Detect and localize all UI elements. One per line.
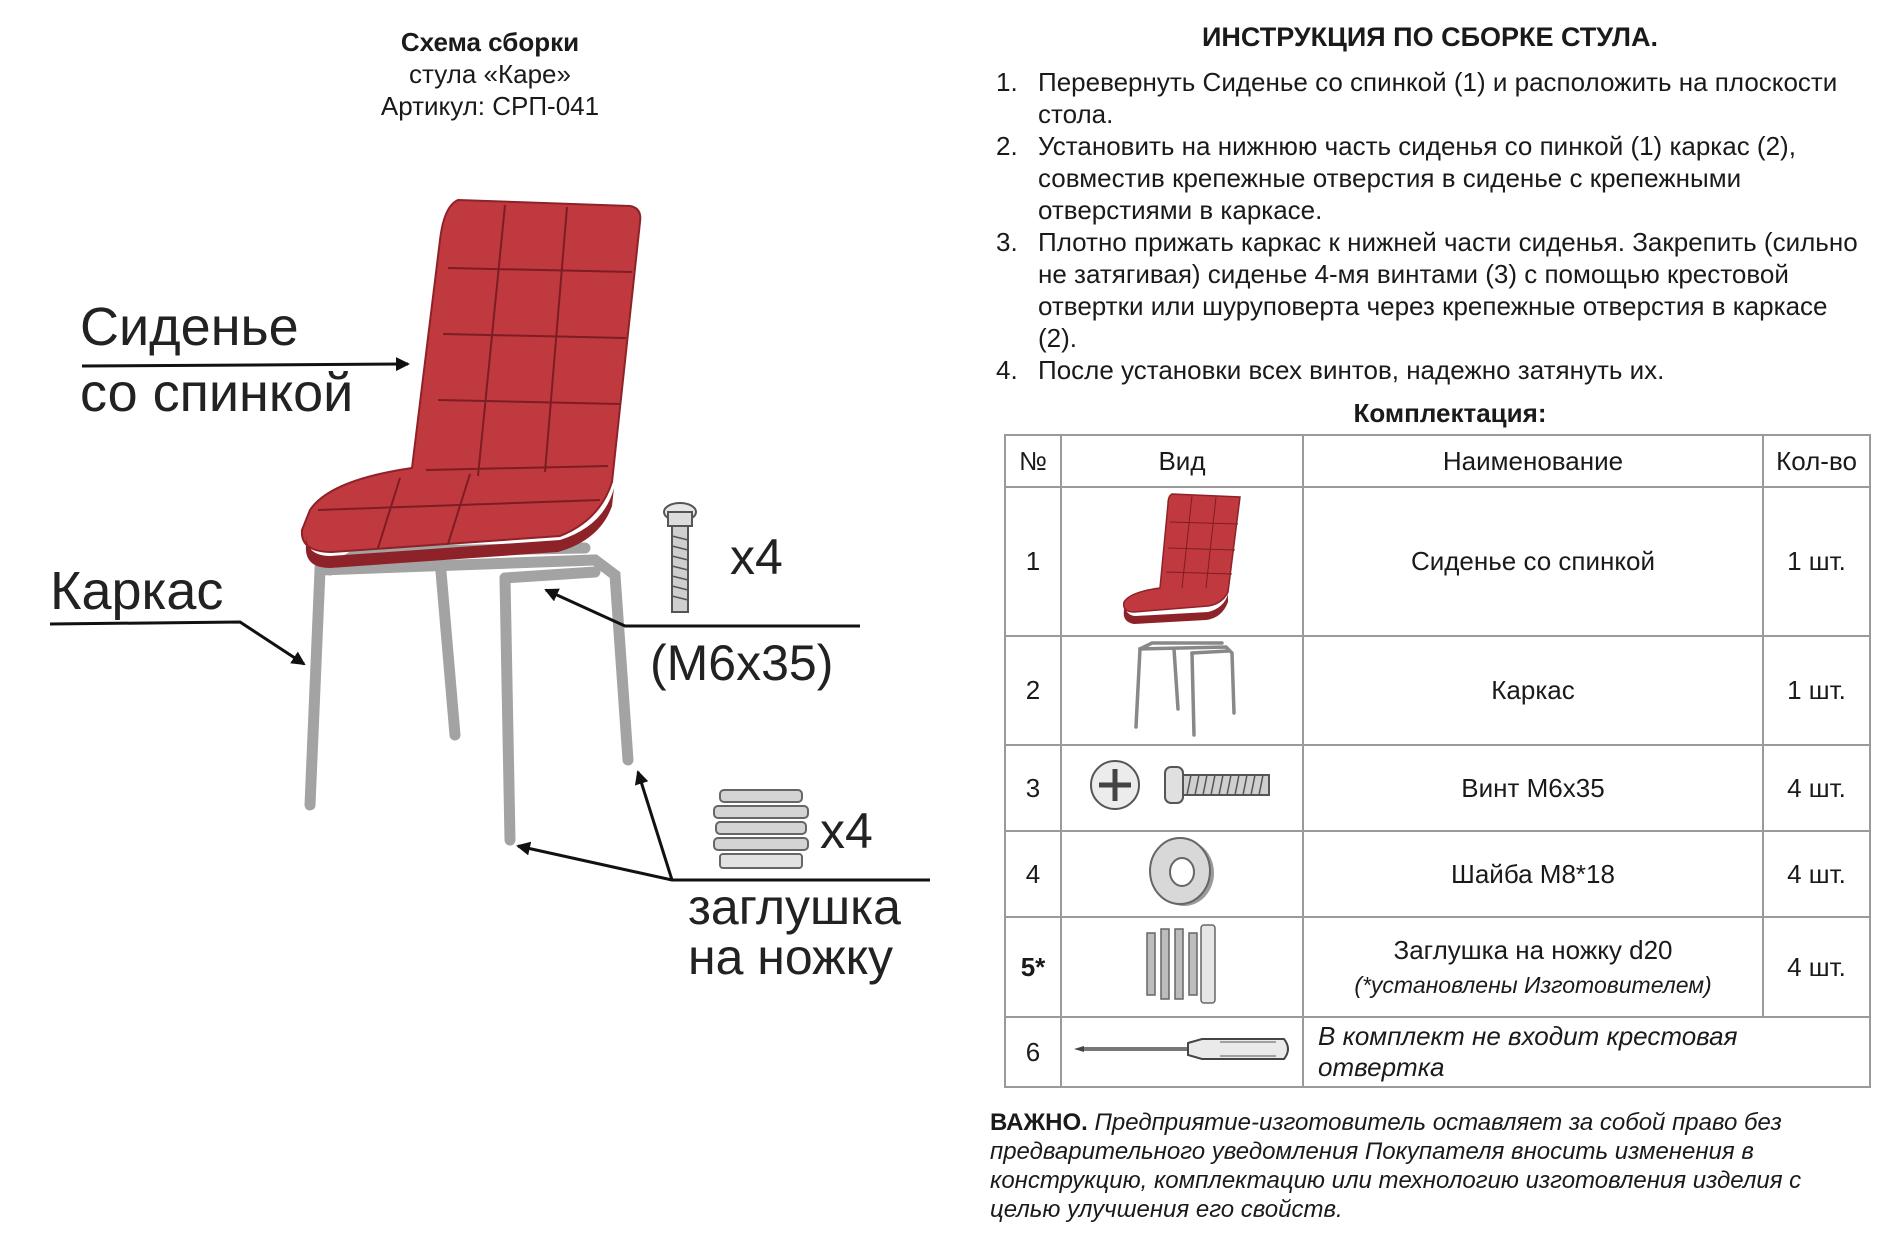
- seat-label-line1: Сиденье: [80, 297, 299, 357]
- instructions-title: ИНСТРУКЦИЯ ПО СБОРКЕ СТУЛА.: [1201, 22, 1659, 52]
- screwdriver-icon: [1070, 1029, 1294, 1069]
- row-name: Винт М6х35: [1303, 745, 1763, 831]
- kit-title: Комплектация:: [1353, 398, 1547, 428]
- row-name-text: Заглушка на ножку d20: [1393, 935, 1673, 965]
- scheme-subtitle: стула «Каре»: [409, 59, 571, 89]
- row-view: [1061, 636, 1303, 745]
- col-view-header: Вид: [1061, 435, 1303, 487]
- chair-seat-icon: [1112, 488, 1252, 628]
- kit-table: [1004, 434, 1871, 1088]
- row-qty: 4 шт.: [1763, 831, 1870, 917]
- row-num: 1: [1005, 487, 1061, 636]
- table-row: [1005, 1017, 1870, 1087]
- row-view: [1061, 487, 1303, 636]
- table-row: [1005, 636, 1870, 745]
- row-view: [1061, 1017, 1303, 1087]
- row-num: 5*: [1005, 917, 1061, 1017]
- plug-qty-label: x4: [820, 803, 873, 859]
- row-qty: 4 шт.: [1763, 745, 1870, 831]
- seat-label-line2: со спинкой: [80, 363, 354, 423]
- row-num: 4: [1005, 831, 1061, 917]
- row-view: [1061, 917, 1303, 1017]
- plug-label-line1: заглушка: [688, 879, 901, 935]
- table-row: [1005, 487, 1870, 636]
- row-name: В комплект не входит крестовая отвертка: [1303, 1017, 1870, 1087]
- leg-plug-icon: [1137, 921, 1227, 1007]
- chair-frame-drawing: [310, 548, 628, 840]
- screw-qty-label: x4: [730, 529, 783, 585]
- notice-label: ВАЖНО.: [990, 1109, 1088, 1136]
- frame-icon: [1122, 637, 1242, 737]
- table-row: [1005, 831, 1870, 917]
- col-qty-header: Кол-во: [1763, 435, 1870, 487]
- row-num: 6: [1005, 1017, 1061, 1087]
- col-name-header: Наименование: [1303, 435, 1763, 487]
- table-row: [1005, 917, 1870, 1017]
- frame-label: Каркас: [50, 561, 224, 621]
- row-name: Каркас: [1303, 636, 1763, 745]
- row-qty: 4 шт.: [1763, 917, 1870, 1017]
- chair-seat-drawing: [302, 200, 640, 568]
- row-note: (*установлены Изготовителем): [1354, 972, 1712, 998]
- row-qty: 1 шт.: [1763, 636, 1870, 745]
- row-name: Шайба М8*18: [1303, 831, 1763, 917]
- instruction-step: 2. Установить на нижнюю часть сиденья со пинкой (1) каркас (2), совместив крепежные отверстия в сиденье с крепежными отверстиями в каркасе.: [996, 131, 1796, 225]
- row-num: 3: [1005, 745, 1061, 831]
- instruction-step: 1. Перевернуть Сиденье со спинкой (1) и расположить на плоскости стола.: [996, 67, 1838, 129]
- table-row: [1005, 745, 1870, 831]
- row-name: [1303, 917, 1763, 1017]
- notice-text: Предприятие-изготовитель оставляет за собой право без предварительного уведомления Покупателя вносить изменения в конструкцию, комплектацию или технологию изготовления изделия с целью улучшения его свойств.: [990, 1109, 1802, 1223]
- row-view: [1061, 745, 1303, 831]
- screw-icon: [1087, 753, 1277, 817]
- col-num-header: №: [1005, 435, 1061, 487]
- kit-header-row: [1005, 435, 1870, 487]
- screw-drawing: [664, 503, 696, 612]
- scheme-title: Схема сборки: [400, 27, 580, 57]
- scheme-article: Артикул: СРП-041: [380, 91, 600, 121]
- row-name: Сиденье со спинкой: [1303, 487, 1763, 636]
- instructions-list: [990, 66, 1870, 386]
- plug-label-line2: на ножку: [688, 929, 894, 985]
- washer-icon: [1142, 833, 1222, 909]
- leg-plug-drawing: [714, 790, 808, 868]
- row-num: 2: [1005, 636, 1061, 745]
- screw-size-label: (M6x35): [650, 635, 834, 691]
- important-notice: [990, 1108, 1870, 1224]
- row-qty: 1 шт.: [1763, 487, 1870, 636]
- instruction-step: 3. Плотно прижать каркас к нижней части сиденья. Закрепить (сильно не затягивая) сиденье 4-мя винтами (3) с помощью крестовой отвертки или шуруповерта через крепежные отверстия в каркасе (2).: [996, 227, 1858, 353]
- instruction-step: 4. После установки всех винтов, надежно затянуть их.: [996, 355, 1665, 385]
- row-view: [1061, 831, 1303, 917]
